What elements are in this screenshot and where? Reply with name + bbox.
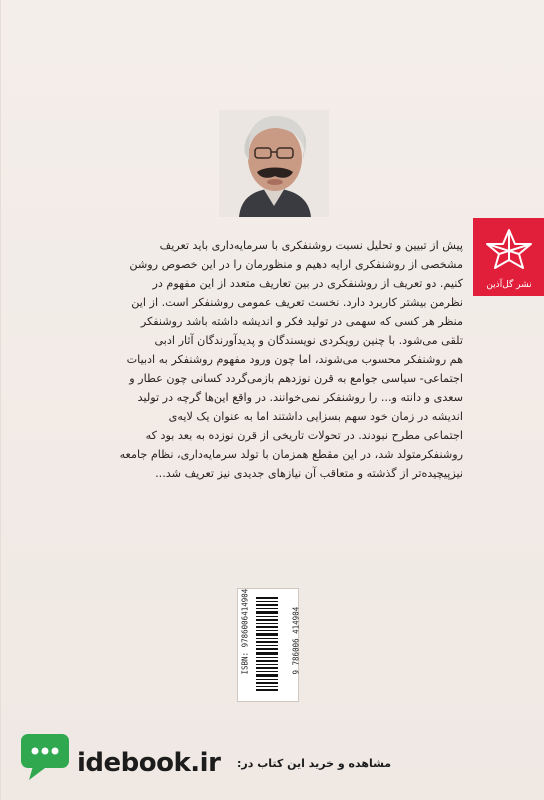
ad-domain[interactable]: idebook.ir	[77, 748, 221, 778]
blurb-line: پیش از تبیین و تحلیل نسبت روشنفکری با سرمایه‌داری باید تعریف	[159, 239, 463, 252]
author-photo	[219, 110, 329, 217]
isbn-digits: 9 786006 414904	[291, 606, 301, 675]
publisher-name: نشر گل‌آذین	[486, 280, 532, 290]
blurb-line: مشخصی از روشنفکری ارایه دهیم و منظورمان را در این خصوص روشن	[129, 258, 463, 271]
ad-text: مشاهده و خرید این کتاب در:	[237, 757, 392, 770]
blurb-line: کنیم. دو تعریف از روشنفکری در بین تعاریف متعدد از این مفهوم در	[152, 277, 463, 290]
blurb-line: هم روشنفکر محسوب می‌شوند، اما چون ورود مفهوم روشنفکر به ادبیات	[126, 353, 463, 366]
blurb-line: سعدی و دانته و... را روشنفکر نمی‌خوانند. در واقع این‌ها گرچه در تولید	[137, 391, 463, 404]
blurb-line: نظرمن بیشتر کاربرد دارد. نخست تعریف عمومی روشنفکر است. از این	[131, 296, 463, 309]
publisher-logo	[473, 218, 544, 296]
blurb-line: اجتماعی مطرح نبودند. در تحولات تاریخی از قرن نوزده به بعد بود که	[145, 429, 463, 442]
chat-bubble-icon	[19, 732, 75, 786]
blurb-line: اجتماعی- سیاسی جوامع به قرن نوزدهم بازمی‌گردد کسانی چون عطار و	[129, 372, 463, 385]
blurb-line: تلقی می‌شود. با چنین رویکردی نویسندگان و پدیدآورندگان آثار ادبی	[154, 334, 463, 347]
blurb-line: منظر هر کسی که سهمی در تولید فکر و اندیشه داشته باشد روشنفکر	[140, 315, 463, 328]
blurb-line: روشنفکرمتولد شد، در این مقطع همزمان با تولد سرمایه‌داری، نظام جامعه	[119, 448, 463, 461]
book-star-icon	[481, 226, 537, 272]
blurb-line: اندیشه در زمان خود سهم بسزایی داشتند اما به عنوان یک لایه‌ی	[168, 410, 463, 423]
isbn-label: ISBN: 9786006414904	[240, 588, 250, 675]
blurb-text	[91, 236, 463, 483]
blurb-line: نیزپیچیده‌تر از گذشته و متعاقب آن نیازهای جدیدی نیز تعریف شد...	[155, 467, 463, 480]
